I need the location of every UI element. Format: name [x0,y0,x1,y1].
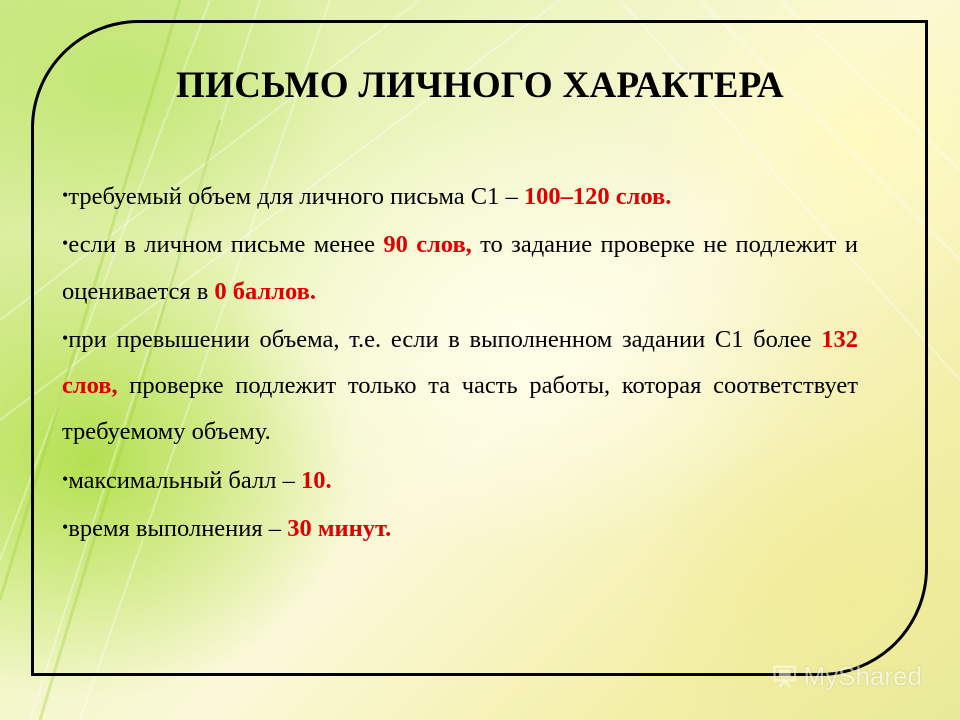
bullet-item [62,172,858,220]
highlighted-value: 0 баллов. [214,277,316,305]
bullet-text: проверке подлежит только та часть работы, которая соответствует требуемому объему. [62,372,858,446]
watermark [772,655,922,697]
bullet-icon: • [62,517,69,538]
bullet-text: то задание проверке не подлежит и оценивается в [62,231,858,305]
bullet-text: при превышении объема, т.е. если в выполненном задании С1 более [68,325,822,353]
bullet-text: требуемый объем для личного письма С1 – [68,183,524,210]
watermark-text: MyShared [803,660,922,691]
bullet-icon: • [62,468,69,489]
highlighted-value: 90 слов, [383,231,472,259]
slide-title: ПИСЬМО ЛИЧНОГО ХАРАКТЕРА [176,65,784,106]
bullet-text: если в личном письме менее [68,231,384,259]
bullet-icon: • [62,327,69,348]
highlighted-value: 10. [300,466,332,494]
highlighted-value: 100–120 слов. [523,183,672,210]
slide-bullet-list [62,172,858,552]
bullet-icon: • [62,185,69,205]
bullet-icon: • [62,233,69,254]
bullet-text: максимальный балл – [68,466,301,494]
bullet-item [62,220,858,315]
bullet-text: время выполнения – [68,515,288,543]
bullet-item [62,504,858,552]
bullet-item [62,315,858,456]
highlighted-value: 132 слов, [62,325,858,400]
bullet-item [62,456,858,504]
presentation-board-icon [772,661,798,691]
highlighted-value: 30 минут. [287,515,392,543]
